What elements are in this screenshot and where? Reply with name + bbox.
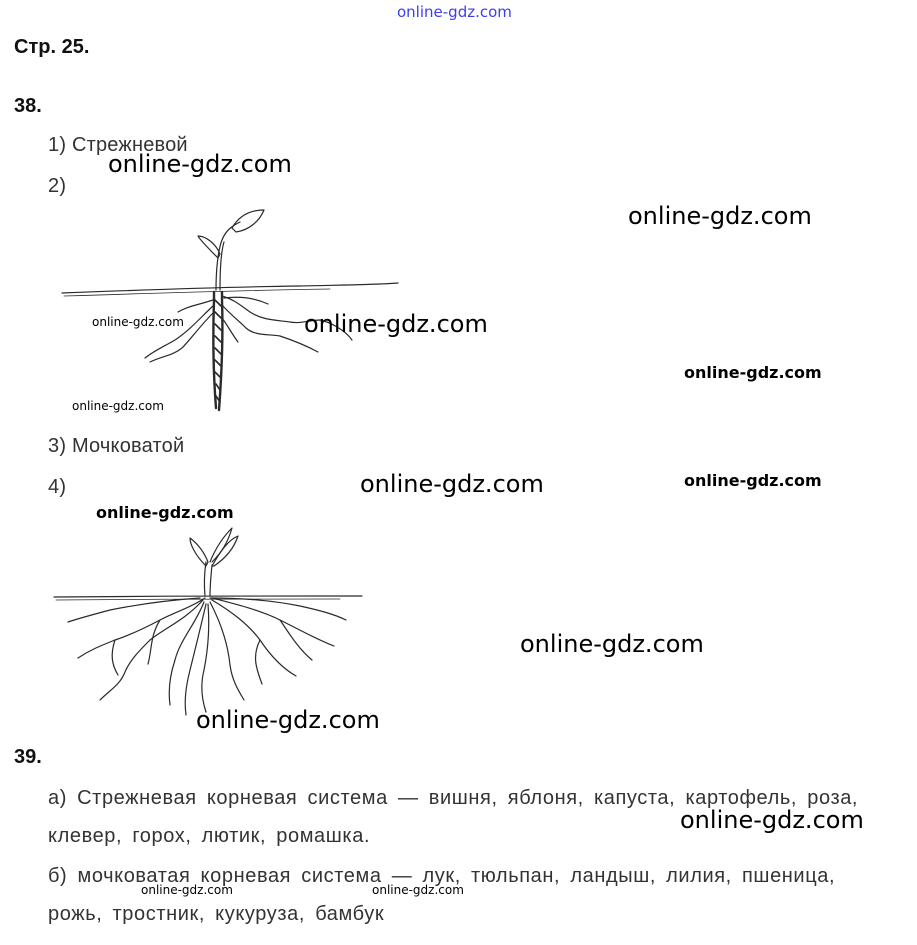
header-watermark: online-gdz.com xyxy=(397,3,512,21)
task-39-line-a1: а) Стрежневая корневая система — вишня, яблоня, капуста, картофель, роза, xyxy=(48,787,859,809)
task-39-line-a2: клевер, горох, лютик, ромашка. xyxy=(48,825,371,847)
watermark: online-gdz.com xyxy=(304,310,488,338)
watermark: online-gdz.com xyxy=(372,883,464,897)
watermark: online-gdz.com xyxy=(628,202,812,230)
watermark: online-gdz.com xyxy=(108,150,292,178)
task-38-number: 38. xyxy=(14,95,42,117)
watermark: online-gdz.com xyxy=(684,363,822,382)
task-38-item-2: 2) xyxy=(48,175,67,197)
watermark: online-gdz.com xyxy=(680,806,864,834)
watermark: online-gdz.com xyxy=(96,503,234,522)
task-38-item-4: 4) xyxy=(48,476,67,498)
task-38-item-3: 3) Мочковатой xyxy=(48,435,185,457)
watermark: online-gdz.com xyxy=(92,315,184,329)
task-38-item-1: 1) Стрежневой xyxy=(48,134,188,156)
page-label: Стр. 25. xyxy=(14,36,90,58)
watermark: online-gdz.com xyxy=(196,706,380,734)
watermark: online-gdz.com xyxy=(684,471,822,490)
watermark: online-gdz.com xyxy=(520,630,704,658)
task-39-line-b2: рожь, тростник, кукуруза, бамбук xyxy=(48,903,385,925)
watermark: online-gdz.com xyxy=(360,470,544,498)
task-39-number: 39. xyxy=(14,746,42,768)
watermark: online-gdz.com xyxy=(72,399,164,413)
watermark: online-gdz.com xyxy=(141,883,233,897)
task-39-line-b1: б) мочковатая корневая система — лук, тюльпан, ландыш, лилия, пшеница, xyxy=(48,865,836,887)
